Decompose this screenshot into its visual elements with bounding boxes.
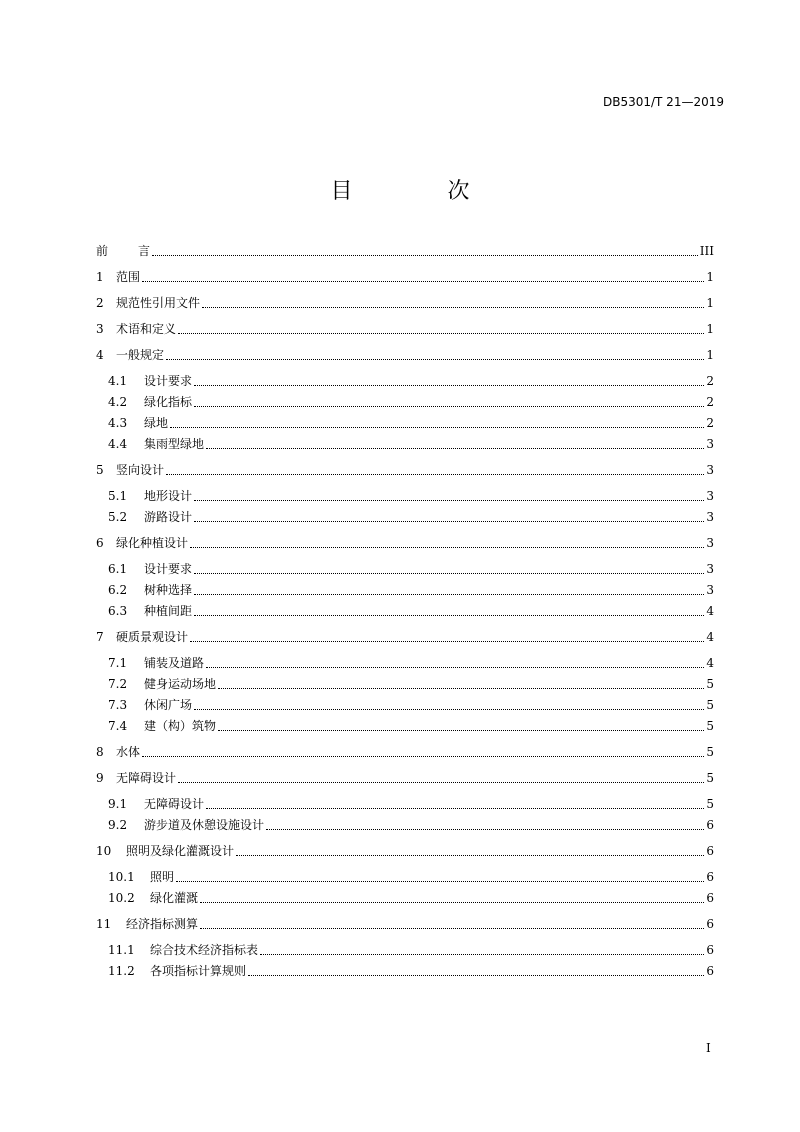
toc-entry[interactable] — [96, 915, 714, 933]
toc-entry-number: 4.1 — [108, 374, 128, 388]
dot-leader — [194, 573, 704, 574]
toc-entry-page: 3 — [706, 463, 714, 477]
toc-entry[interactable] — [108, 868, 714, 886]
toc-entry-page: 1 — [706, 296, 714, 310]
toc-entry-page: III — [699, 244, 714, 258]
toc-entry-page: 5 — [706, 771, 714, 785]
dot-leader — [200, 928, 704, 929]
dot-leader — [200, 902, 704, 903]
dot-leader — [190, 641, 704, 642]
toc-entry-title: 建（构）筑物 — [144, 719, 217, 733]
toc-entry-page: 2 — [706, 416, 714, 430]
toc-entry[interactable] — [108, 941, 714, 959]
toc-entry-page: 4 — [706, 604, 714, 618]
toc-entry-title: 竖向设计 — [116, 463, 165, 477]
page-number: I — [706, 1041, 711, 1055]
toc-entry-title: 种植间距 — [144, 604, 193, 618]
toc-entry-page: 6 — [706, 870, 714, 884]
dot-leader — [266, 829, 704, 830]
toc-entry[interactable] — [108, 696, 714, 714]
toc-entry-title: 铺装及道路 — [144, 656, 205, 670]
toc-entry-page: 6 — [706, 818, 714, 832]
dot-leader — [170, 427, 704, 428]
toc-entry-page: 1 — [706, 270, 714, 284]
toc-entry-page: 2 — [706, 374, 714, 388]
dot-leader — [194, 406, 704, 407]
dot-leader — [166, 359, 704, 360]
dot-leader — [190, 547, 704, 548]
toc-entry-number: 3 — [96, 322, 104, 336]
toc-entry-number: 7.2 — [108, 677, 128, 691]
toc-entry-number: 11 — [96, 917, 112, 931]
toc-entry-number: 1 — [96, 270, 104, 284]
toc-entry[interactable] — [108, 393, 714, 411]
toc-entry-title: 绿化指标 — [144, 395, 193, 409]
toc-entry[interactable] — [96, 461, 714, 479]
toc-entry[interactable] — [108, 602, 714, 620]
dot-leader — [218, 730, 704, 731]
toc-entry-page: 3 — [706, 489, 714, 503]
toc-entry-page: 6 — [706, 943, 714, 957]
toc-entry-number: 9 — [96, 771, 104, 785]
toc-entry-title: 硬质景观设计 — [116, 630, 189, 644]
toc-entry[interactable] — [96, 628, 714, 646]
toc-entry-number: 6 — [96, 536, 104, 550]
toc-entry[interactable] — [108, 435, 714, 453]
toc-entry-title: 一般规定 — [116, 348, 165, 362]
toc-entry-number: 4.2 — [108, 395, 128, 409]
toc-entry[interactable] — [96, 743, 714, 761]
toc-entry-number: 6.2 — [108, 583, 128, 597]
toc-entry-page: 5 — [706, 745, 714, 759]
toc-entry-title: 健身运动场地 — [144, 677, 217, 691]
toc-entry[interactable] — [96, 242, 714, 260]
toc-entry-title: 经济指标测算 — [126, 917, 199, 931]
dot-leader — [178, 782, 704, 783]
toc-entry-page: 6 — [706, 891, 714, 905]
dot-leader — [178, 333, 704, 334]
toc-entry-page: 5 — [706, 797, 714, 811]
toc-entry-title: 绿化灌溉 — [150, 891, 199, 905]
toc-entry-page: 6 — [706, 844, 714, 858]
dot-leader — [218, 688, 704, 689]
toc-entry-title: 无障碍设计 — [144, 797, 205, 811]
toc-entry-title: 树种选择 — [144, 583, 193, 597]
toc-entry-number: 10 — [96, 844, 112, 858]
toc-entry-title: 游步道及休憩设施设计 — [144, 818, 265, 832]
toc-entry-page: 3 — [706, 510, 714, 524]
toc-entry-title: 集雨型绿地 — [144, 437, 205, 451]
dot-leader — [248, 975, 704, 976]
toc-entry-title: 休闲广场 — [144, 698, 193, 712]
toc-entry-title: 设计要求 — [144, 562, 193, 576]
toc-entry-number: 5.2 — [108, 510, 128, 524]
toc-entry-page: 3 — [706, 437, 714, 451]
toc-entry-number: 5 — [96, 463, 104, 477]
toc-entry-number: 4.4 — [108, 437, 128, 451]
toc-entry[interactable] — [108, 581, 714, 599]
toc-entry-page: 2 — [706, 395, 714, 409]
toc-entry-page: 1 — [706, 322, 714, 336]
dot-leader — [206, 808, 704, 809]
dot-leader — [260, 954, 704, 955]
toc-entry-page: 3 — [706, 562, 714, 576]
toc-entry-number: 9.2 — [108, 818, 128, 832]
toc-entry-title: 地形设计 — [144, 489, 193, 503]
toc-entry[interactable] — [96, 842, 714, 860]
toc-entry-title: 言 — [138, 244, 151, 258]
toc-entry-number: 6.1 — [108, 562, 128, 576]
toc-entry-title: 无障碍设计 — [116, 771, 177, 785]
toc-entry[interactable] — [108, 816, 714, 834]
toc-entry-title: 规范性引用文件 — [116, 296, 201, 310]
toc-entry-page: 1 — [706, 348, 714, 362]
toc-entry-number: 前 — [96, 244, 109, 258]
toc-entry-title: 水体 — [116, 745, 141, 759]
dot-leader — [142, 281, 704, 282]
toc-entry-number: 5.1 — [108, 489, 128, 503]
toc-entry[interactable] — [108, 889, 714, 907]
toc-entry-number: 4.3 — [108, 416, 128, 430]
toc-entry-number: 4 — [96, 348, 104, 362]
toc-entry[interactable] — [108, 795, 714, 813]
toc-entry-number: 7 — [96, 630, 104, 644]
toc-entry[interactable] — [108, 962, 714, 980]
dot-leader — [194, 594, 704, 595]
toc-entry-page: 4 — [706, 656, 714, 670]
dot-leader — [194, 709, 704, 710]
toc-entry-page: 3 — [706, 536, 714, 550]
toc-entry-title: 范围 — [116, 270, 141, 284]
toc-entry-title: 绿地 — [144, 416, 169, 430]
toc-entry[interactable] — [108, 675, 714, 693]
toc-entry-title: 术语和定义 — [116, 322, 177, 336]
page-title: 目 次 — [330, 179, 514, 204]
toc-entry-page: 6 — [706, 917, 714, 931]
toc-entry-number: 7.1 — [108, 656, 128, 670]
toc-entry-title: 设计要求 — [144, 374, 193, 388]
toc-entry-page: 5 — [706, 719, 714, 733]
toc-entry-page: 3 — [706, 583, 714, 597]
toc-entry[interactable] — [108, 487, 714, 505]
dot-leader — [194, 500, 704, 501]
toc-entry-number: 7.4 — [108, 719, 128, 733]
dot-leader — [202, 307, 704, 308]
dot-leader — [194, 521, 704, 522]
dot-leader — [206, 448, 704, 449]
toc-entry-title: 照明及绿化灌溉设计 — [126, 844, 235, 858]
document-code: DB5301/T 21—2019 — [602, 95, 724, 109]
toc-entry-number: 9.1 — [108, 797, 128, 811]
toc-entry-number: 7.3 — [108, 698, 128, 712]
toc-entry[interactable] — [108, 508, 714, 526]
toc-entry-page: 6 — [706, 964, 714, 978]
toc-entry-number: 2 — [96, 296, 104, 310]
toc-entry[interactable] — [96, 534, 714, 552]
dot-leader — [194, 615, 704, 616]
toc-entry-number: 10.2 — [108, 891, 135, 905]
dot-leader — [166, 474, 704, 475]
toc-entry[interactable] — [96, 346, 714, 364]
toc-entry[interactable] — [96, 320, 714, 338]
toc-entry-title: 各项指标计算规则 — [150, 964, 247, 978]
toc-entry[interactable] — [108, 414, 714, 432]
toc-entry[interactable] — [96, 294, 714, 312]
toc-entry-number: 11.2 — [108, 964, 135, 978]
toc-entry-page: 5 — [706, 677, 714, 691]
dot-leader — [142, 756, 704, 757]
dot-leader — [206, 667, 704, 668]
toc-entry[interactable] — [108, 372, 714, 390]
toc-entry-title: 游路设计 — [144, 510, 193, 524]
toc-entry-number: 11.1 — [108, 943, 135, 957]
toc-entry-number: 10.1 — [108, 870, 135, 884]
toc-entry-page: 5 — [706, 698, 714, 712]
dot-leader — [152, 255, 698, 256]
toc-entry-page: 4 — [706, 630, 714, 644]
toc-entry-number: 6.3 — [108, 604, 128, 618]
dot-leader — [194, 385, 704, 386]
toc-entry[interactable] — [96, 769, 714, 787]
toc-entry-title: 绿化种植设计 — [116, 536, 189, 550]
dot-leader — [176, 881, 704, 882]
toc-entry-title: 综合技术经济指标表 — [150, 943, 259, 957]
toc-entry[interactable] — [108, 717, 714, 735]
dot-leader — [236, 855, 704, 856]
toc-entry[interactable] — [108, 560, 714, 578]
toc-entry[interactable] — [96, 268, 714, 286]
toc-entry[interactable] — [108, 654, 714, 672]
toc-entry-title: 照明 — [150, 870, 175, 884]
toc-entry-number: 8 — [96, 745, 104, 759]
